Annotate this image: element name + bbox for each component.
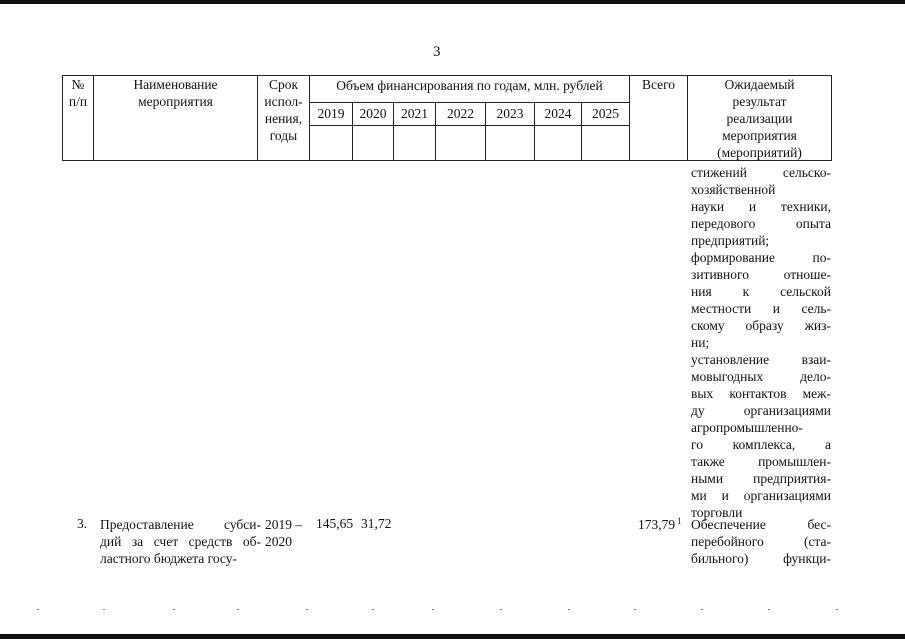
row-result-line: перебойного (ста- bbox=[691, 534, 831, 549]
row-value-2019: 145,65 bbox=[316, 516, 354, 531]
header-total: Всего bbox=[641, 77, 676, 92]
scan-dot bbox=[173, 609, 175, 610]
scan-dot bbox=[37, 609, 39, 610]
top-border bbox=[0, 0, 905, 4]
result-line: ду организациями bbox=[691, 403, 831, 418]
result-line: ни; bbox=[691, 335, 710, 350]
header-result: Ожидаемый результат реализации мероприятия (мероприятий) bbox=[717, 77, 802, 160]
row-name bbox=[100, 516, 261, 567]
scan-dot bbox=[768, 609, 770, 610]
result-line: го комплекса, а bbox=[691, 437, 831, 452]
row-result-line: Обеспечение бес- bbox=[691, 517, 831, 532]
year-2023: 2023 bbox=[496, 106, 524, 121]
result-line: скому образу жиз- bbox=[691, 318, 831, 333]
result-line: ния к сельской bbox=[691, 284, 831, 299]
row-number: 3. bbox=[77, 516, 88, 531]
header-term: Срок испол- нения, годы bbox=[264, 77, 303, 143]
row-total-value: 173,79 bbox=[638, 517, 676, 532]
scan-dot bbox=[568, 609, 570, 610]
header-name: Наименование мероприятия bbox=[133, 77, 218, 109]
result-line: хозяйственной bbox=[691, 182, 776, 197]
scan-dot bbox=[836, 609, 838, 610]
result-line: зитивного отноше- bbox=[691, 267, 831, 282]
row-total bbox=[638, 516, 682, 533]
bottom-border bbox=[0, 634, 905, 639]
row-name-line: дий за счет средств об- bbox=[100, 534, 261, 549]
row-name-line: ластного бюджета госу- bbox=[100, 551, 237, 566]
scan-dot bbox=[634, 609, 636, 610]
result-line: также промышлен- bbox=[691, 454, 831, 469]
scan-dot bbox=[500, 609, 502, 610]
result-line: ными предприятия- bbox=[691, 471, 831, 486]
result-line: мовыгодных дело- bbox=[691, 369, 831, 384]
row-term: 2019 – 2020 bbox=[265, 517, 303, 549]
scan-dot bbox=[306, 609, 308, 610]
scan-artifacts bbox=[0, 606, 905, 616]
scan-dot bbox=[103, 609, 105, 610]
scan-dot bbox=[372, 609, 374, 610]
year-2020: 2020 bbox=[359, 106, 387, 121]
row-result bbox=[691, 516, 831, 567]
year-2024: 2024 bbox=[544, 106, 572, 121]
result-line: передового опыта bbox=[691, 216, 831, 231]
result-line: агропромышленно- bbox=[691, 420, 803, 435]
year-2019: 2019 bbox=[317, 106, 345, 121]
result-line: стижений сельско- bbox=[691, 165, 831, 180]
header-financing: Объем финансирования по годам, млн. рублей bbox=[336, 78, 603, 93]
result-line: ми и организациями bbox=[691, 488, 831, 503]
row-name-line: Предоставление субси- bbox=[100, 517, 261, 532]
row-result-line: бильного) функци- bbox=[691, 551, 831, 566]
scan-dot bbox=[701, 609, 703, 610]
year-2025: 2025 bbox=[592, 106, 619, 121]
result-line: формирование по- bbox=[691, 250, 831, 265]
result-line: науки и техники, bbox=[691, 199, 831, 214]
result-line: установление взаи- bbox=[691, 352, 831, 367]
col-line bbox=[831, 75, 832, 161]
header-number: № п/п bbox=[68, 77, 88, 109]
continued-result-text bbox=[691, 164, 831, 521]
scan-dot bbox=[432, 609, 434, 610]
result-line: местности и сель- bbox=[691, 301, 831, 316]
result-line: торговли bbox=[691, 505, 743, 520]
scan-dot bbox=[237, 609, 239, 610]
result-line: предприятий; bbox=[691, 233, 770, 248]
year-2021: 2021 bbox=[401, 106, 428, 121]
page-number: 3 bbox=[433, 44, 441, 60]
row-value-2020: 31,72 bbox=[361, 516, 392, 531]
result-line: вых контактов меж- bbox=[691, 386, 831, 401]
year-2022: 2022 bbox=[447, 106, 474, 121]
footnote-mark: 1 bbox=[677, 516, 682, 526]
